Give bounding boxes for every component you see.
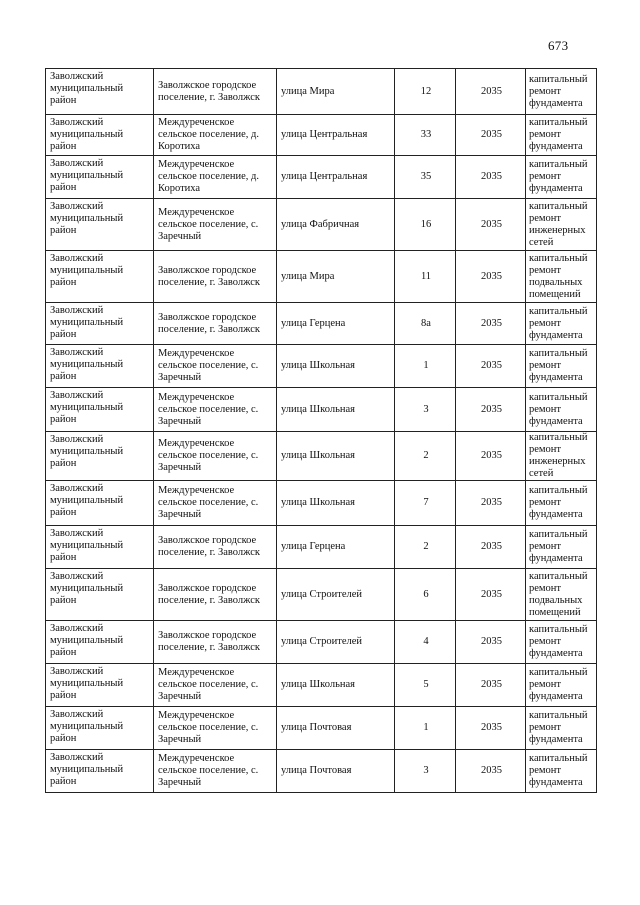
house-number-cell: [395, 115, 456, 156]
year-cell-text: 2035: [481, 171, 502, 182]
year-cell-text: 2035: [481, 679, 502, 690]
settlement-cell-text: Междуреченское сельское поселение, с. Заречный: [158, 485, 259, 520]
work-type-cell: [526, 664, 597, 707]
work-type-cell-text: капитальный ремонт подвальных помещений: [529, 570, 588, 618]
year-cell: [456, 432, 526, 481]
district-cell: [46, 345, 154, 388]
work-type-cell-text: капитальный ремонт фундамента: [529, 391, 588, 427]
street-cell: [277, 115, 395, 156]
year-cell: [456, 199, 526, 251]
table-row: [46, 251, 597, 303]
house-number-cell: [395, 345, 456, 388]
house-number-cell-text: 3: [423, 403, 429, 415]
district-cell: [46, 569, 154, 621]
house-number-cell-text: 12: [420, 85, 432, 97]
work-type-cell: [526, 750, 597, 793]
settlement-cell-text: Междуреченское сельское поселение, с. Заречный: [158, 348, 259, 383]
street-cell: [277, 481, 395, 526]
street-cell-text: улица Мира: [281, 270, 335, 282]
work-type-cell: [526, 156, 597, 199]
settlement-cell-text: Междуреченское сельское поселение, д. Коротиха: [158, 117, 259, 152]
house-number-cell-text: 1: [423, 360, 429, 371]
settlement-cell-text: Междуреченское сельское поселение, с. Заречный: [158, 667, 259, 702]
page-number: 673: [548, 38, 569, 53]
house-number-cell-text: 11: [420, 270, 432, 282]
district-cell-text: Заволжский муниципальный район: [50, 666, 124, 701]
street-cell-text: улица Центральная: [281, 129, 368, 140]
table-row: [46, 526, 597, 569]
work-type-cell: [526, 69, 597, 115]
year-cell-text: 2035: [481, 588, 502, 600]
table-row: [46, 345, 597, 388]
work-type-cell: [526, 432, 597, 481]
house-number-cell: [395, 388, 456, 432]
settlement-cell: [154, 569, 277, 621]
year-cell-text: 2035: [481, 450, 502, 461]
street-cell-text: улица Фабричная: [281, 218, 360, 230]
district-cell: [46, 199, 154, 251]
work-type-cell-text: капитальный ремонт фундамента: [529, 624, 588, 659]
house-number-cell: [395, 303, 456, 345]
street-cell: [277, 199, 395, 251]
table-row: [46, 750, 597, 793]
settlement-cell-text: Междуреченское сельское поселение, с. Заречный: [158, 391, 259, 427]
year-cell: [456, 664, 526, 707]
street-cell-text: улица Школьная: [281, 360, 355, 371]
year-cell-text: 2035: [481, 765, 502, 776]
settlement-cell-text: Заволжское городское поселение, г. Заволжск: [158, 264, 260, 288]
district-cell: [46, 388, 154, 432]
street-cell-text: улица Центральная: [281, 171, 368, 182]
year-cell-text: 2035: [481, 722, 502, 733]
settlement-cell-text: Междуреченское сельское поселение, с. Заречный: [158, 710, 259, 745]
settlement-cell: [154, 115, 277, 156]
work-type-cell: [526, 388, 597, 432]
settlement-cell-text: Междуреченское сельское поселение, д. Коротиха: [158, 159, 259, 194]
settlement-cell-text: Заволжское городское поселение, г. Заволжск: [158, 535, 260, 558]
district-cell-text: Заволжский муниципальный район: [50, 434, 124, 469]
settlement-cell: [154, 345, 277, 388]
house-number-cell: [395, 156, 456, 199]
work-type-cell: [526, 569, 597, 621]
settlement-cell: [154, 707, 277, 750]
district-cell-text: Заволжский муниципальный район: [50, 709, 124, 744]
district-cell-text: Заволжский муниципальный район: [50, 71, 124, 106]
street-cell-text: улица Школьная: [281, 403, 355, 415]
year-cell-text: 2035: [481, 129, 502, 140]
street-cell-text: улица Почтовая: [281, 765, 352, 776]
street-cell: [277, 664, 395, 707]
year-cell: [456, 156, 526, 199]
settlement-cell: [154, 621, 277, 664]
work-type-cell: [526, 345, 597, 388]
work-type-cell-text: капитальный ремонт фундамента: [529, 305, 588, 341]
table-row: [46, 569, 597, 621]
street-cell: [277, 526, 395, 569]
work-type-cell-text: капитальный ремонт фундамента: [529, 753, 588, 788]
house-number-cell: [395, 526, 456, 569]
work-type-cell-text: капитальный ремонт фундамента: [529, 529, 588, 564]
house-number-cell: [395, 621, 456, 664]
year-cell: [456, 526, 526, 569]
work-type-cell: [526, 251, 597, 303]
year-cell-text: 2035: [481, 360, 502, 371]
work-type-cell-text: капитальный ремонт фундамента: [529, 348, 588, 383]
work-type-cell-text: капитальный ремонт фундамента: [529, 710, 588, 745]
district-cell: [46, 481, 154, 526]
house-number-cell-text: 5: [423, 679, 429, 690]
street-cell: [277, 750, 395, 793]
year-cell: [456, 345, 526, 388]
settlement-cell: [154, 432, 277, 481]
year-cell-text: 2035: [481, 403, 502, 415]
work-type-cell: [526, 303, 597, 345]
district-cell: [46, 707, 154, 750]
house-number-cell: [395, 569, 456, 621]
work-type-cell-text: капитальный ремонт фундамента: [529, 159, 588, 194]
street-cell-text: улица Мира: [281, 85, 335, 97]
district-cell-text: Заволжский муниципальный район: [50, 623, 124, 658]
house-number-cell-text: 2: [423, 450, 429, 461]
year-cell-text: 2035: [481, 497, 502, 508]
district-cell-text: Заволжский муниципальный район: [50, 158, 124, 193]
street-cell: [277, 69, 395, 115]
work-type-cell: [526, 621, 597, 664]
street-cell-text: улица Школьная: [281, 450, 355, 461]
settlement-cell-text: Заволжское городское поселение, г. Заволжск: [158, 582, 260, 606]
street-cell: [277, 156, 395, 199]
district-cell-text: Заволжский муниципальный район: [50, 117, 124, 152]
district-cell-text: Заволжский муниципальный район: [50, 752, 124, 787]
house-number-cell-text: 6: [423, 588, 429, 600]
street-cell: [277, 621, 395, 664]
year-cell-text: 2035: [481, 317, 502, 329]
settlement-cell: [154, 481, 277, 526]
work-type-cell-text: капитальный ремонт инженерных сетей: [529, 432, 588, 479]
district-cell: [46, 303, 154, 345]
settlement-cell-text: Междуреченское сельское поселение, с. Заречный: [158, 753, 259, 788]
work-type-cell-text: капитальный ремонт подвальных помещений: [529, 252, 588, 300]
house-number-cell-text: 7: [423, 497, 429, 508]
district-cell: [46, 156, 154, 199]
district-cell-text: Заволжский муниципальный район: [50, 253, 124, 288]
work-type-cell-text: капитальный ремонт инженерных сетей: [529, 200, 588, 248]
district-cell: [46, 432, 154, 481]
district-cell-text: Заволжский муниципальный район: [50, 201, 124, 236]
house-number-cell: [395, 69, 456, 115]
settlement-cell-text: Заволжское городское поселение, г. Заволжск: [158, 79, 260, 103]
district-cell: [46, 664, 154, 707]
settlement-cell: [154, 750, 277, 793]
district-cell: [46, 526, 154, 569]
table-row: [46, 481, 597, 526]
year-cell: [456, 569, 526, 621]
year-cell: [456, 707, 526, 750]
district-cell: [46, 750, 154, 793]
table-row: [46, 621, 597, 664]
district-cell: [46, 69, 154, 115]
house-number-cell: [395, 750, 456, 793]
house-number-cell: [395, 251, 456, 303]
district-cell-text: Заволжский муниципальный район: [50, 347, 124, 382]
district-cell: [46, 251, 154, 303]
house-number-cell-text: 4: [423, 636, 429, 647]
year-cell: [456, 303, 526, 345]
settlement-cell-text: Междуреченское сельское поселение, с. Заречный: [158, 438, 259, 473]
year-cell-text: 2035: [481, 270, 502, 282]
house-number-cell: [395, 707, 456, 750]
street-cell-text: улица Герцена: [281, 317, 346, 329]
work-type-cell-text: капитальный ремонт фундамента: [529, 485, 588, 520]
table-row: [46, 199, 597, 251]
house-number-cell: [395, 481, 456, 526]
street-cell-text: улица Школьная: [281, 679, 355, 690]
district-cell: [46, 115, 154, 156]
district-cell-text: Заволжский муниципальный район: [50, 571, 124, 606]
street-cell: [277, 569, 395, 621]
year-cell-text: 2035: [481, 218, 502, 230]
street-cell-text: улица Строителей: [281, 588, 363, 600]
district-cell: [46, 621, 154, 664]
street-cell: [277, 707, 395, 750]
work-type-cell: [526, 707, 597, 750]
settlement-cell: [154, 664, 277, 707]
year-cell-text: 2035: [481, 541, 502, 552]
district-cell-text: Заволжский муниципальный район: [50, 483, 124, 518]
table-body: [46, 69, 597, 793]
work-type-cell: [526, 481, 597, 526]
settlement-cell: [154, 69, 277, 115]
street-cell: [277, 345, 395, 388]
table-row: [46, 156, 597, 199]
house-number-cell-text: 3: [423, 765, 429, 776]
settlement-cell-text: Заволжское городское поселение, г. Заволжск: [158, 630, 260, 653]
work-type-cell-text: капитальный ремонт фундамента: [529, 117, 588, 152]
year-cell: [456, 750, 526, 793]
house-number-cell-text: 35: [420, 171, 432, 182]
housing-repair-table: [45, 68, 597, 793]
table-row: [46, 115, 597, 156]
year-cell-text: 2035: [481, 636, 502, 647]
house-number-cell-text: 33: [420, 129, 432, 140]
street-cell-text: улица Школьная: [281, 497, 355, 508]
settlement-cell: [154, 303, 277, 345]
settlement-cell: [154, 156, 277, 199]
year-cell: [456, 251, 526, 303]
settlement-cell-text: Междуреченское сельское поселение, с. Заречный: [158, 206, 259, 242]
house-number-cell-text: 2: [423, 541, 429, 552]
year-cell-text: 2035: [481, 85, 502, 97]
district-cell-text: Заволжский муниципальный район: [50, 528, 124, 563]
house-number-cell: [395, 199, 456, 251]
table-row: [46, 664, 597, 707]
settlement-cell-text: Заволжское городское поселение, г. Заволжск: [158, 311, 260, 335]
table-row: [46, 69, 597, 115]
house-number-cell-text: 16: [420, 218, 432, 230]
work-type-cell: [526, 526, 597, 569]
street-cell: [277, 251, 395, 303]
table-row: [46, 432, 597, 481]
house-number-cell: [395, 664, 456, 707]
district-cell-text: Заволжский муниципальный район: [50, 305, 124, 340]
street-cell-text: улица Почтовая: [281, 722, 352, 733]
year-cell: [456, 69, 526, 115]
table-row: [46, 388, 597, 432]
street-cell: [277, 388, 395, 432]
settlement-cell: [154, 388, 277, 432]
year-cell: [456, 115, 526, 156]
street-cell: [277, 303, 395, 345]
street-cell-text: улица Герцена: [281, 541, 346, 552]
table-row: [46, 303, 597, 345]
table-row: [46, 707, 597, 750]
settlement-cell: [154, 199, 277, 251]
district-cell-text: Заволжский муниципальный район: [50, 390, 124, 425]
work-type-cell: [526, 115, 597, 156]
house-number-cell-text: 1: [423, 722, 429, 733]
work-type-cell: [526, 199, 597, 251]
house-number-cell-text: 8а: [421, 317, 431, 329]
settlement-cell: [154, 526, 277, 569]
year-cell: [456, 481, 526, 526]
house-number-cell: [395, 432, 456, 481]
street-cell-text: улица Строителей: [281, 636, 363, 647]
year-cell: [456, 621, 526, 664]
work-type-cell-text: капитальный ремонт фундамента: [529, 667, 588, 702]
work-type-cell-text: капитальный ремонт фундамента: [529, 73, 588, 109]
street-cell: [277, 432, 395, 481]
year-cell: [456, 388, 526, 432]
settlement-cell: [154, 251, 277, 303]
